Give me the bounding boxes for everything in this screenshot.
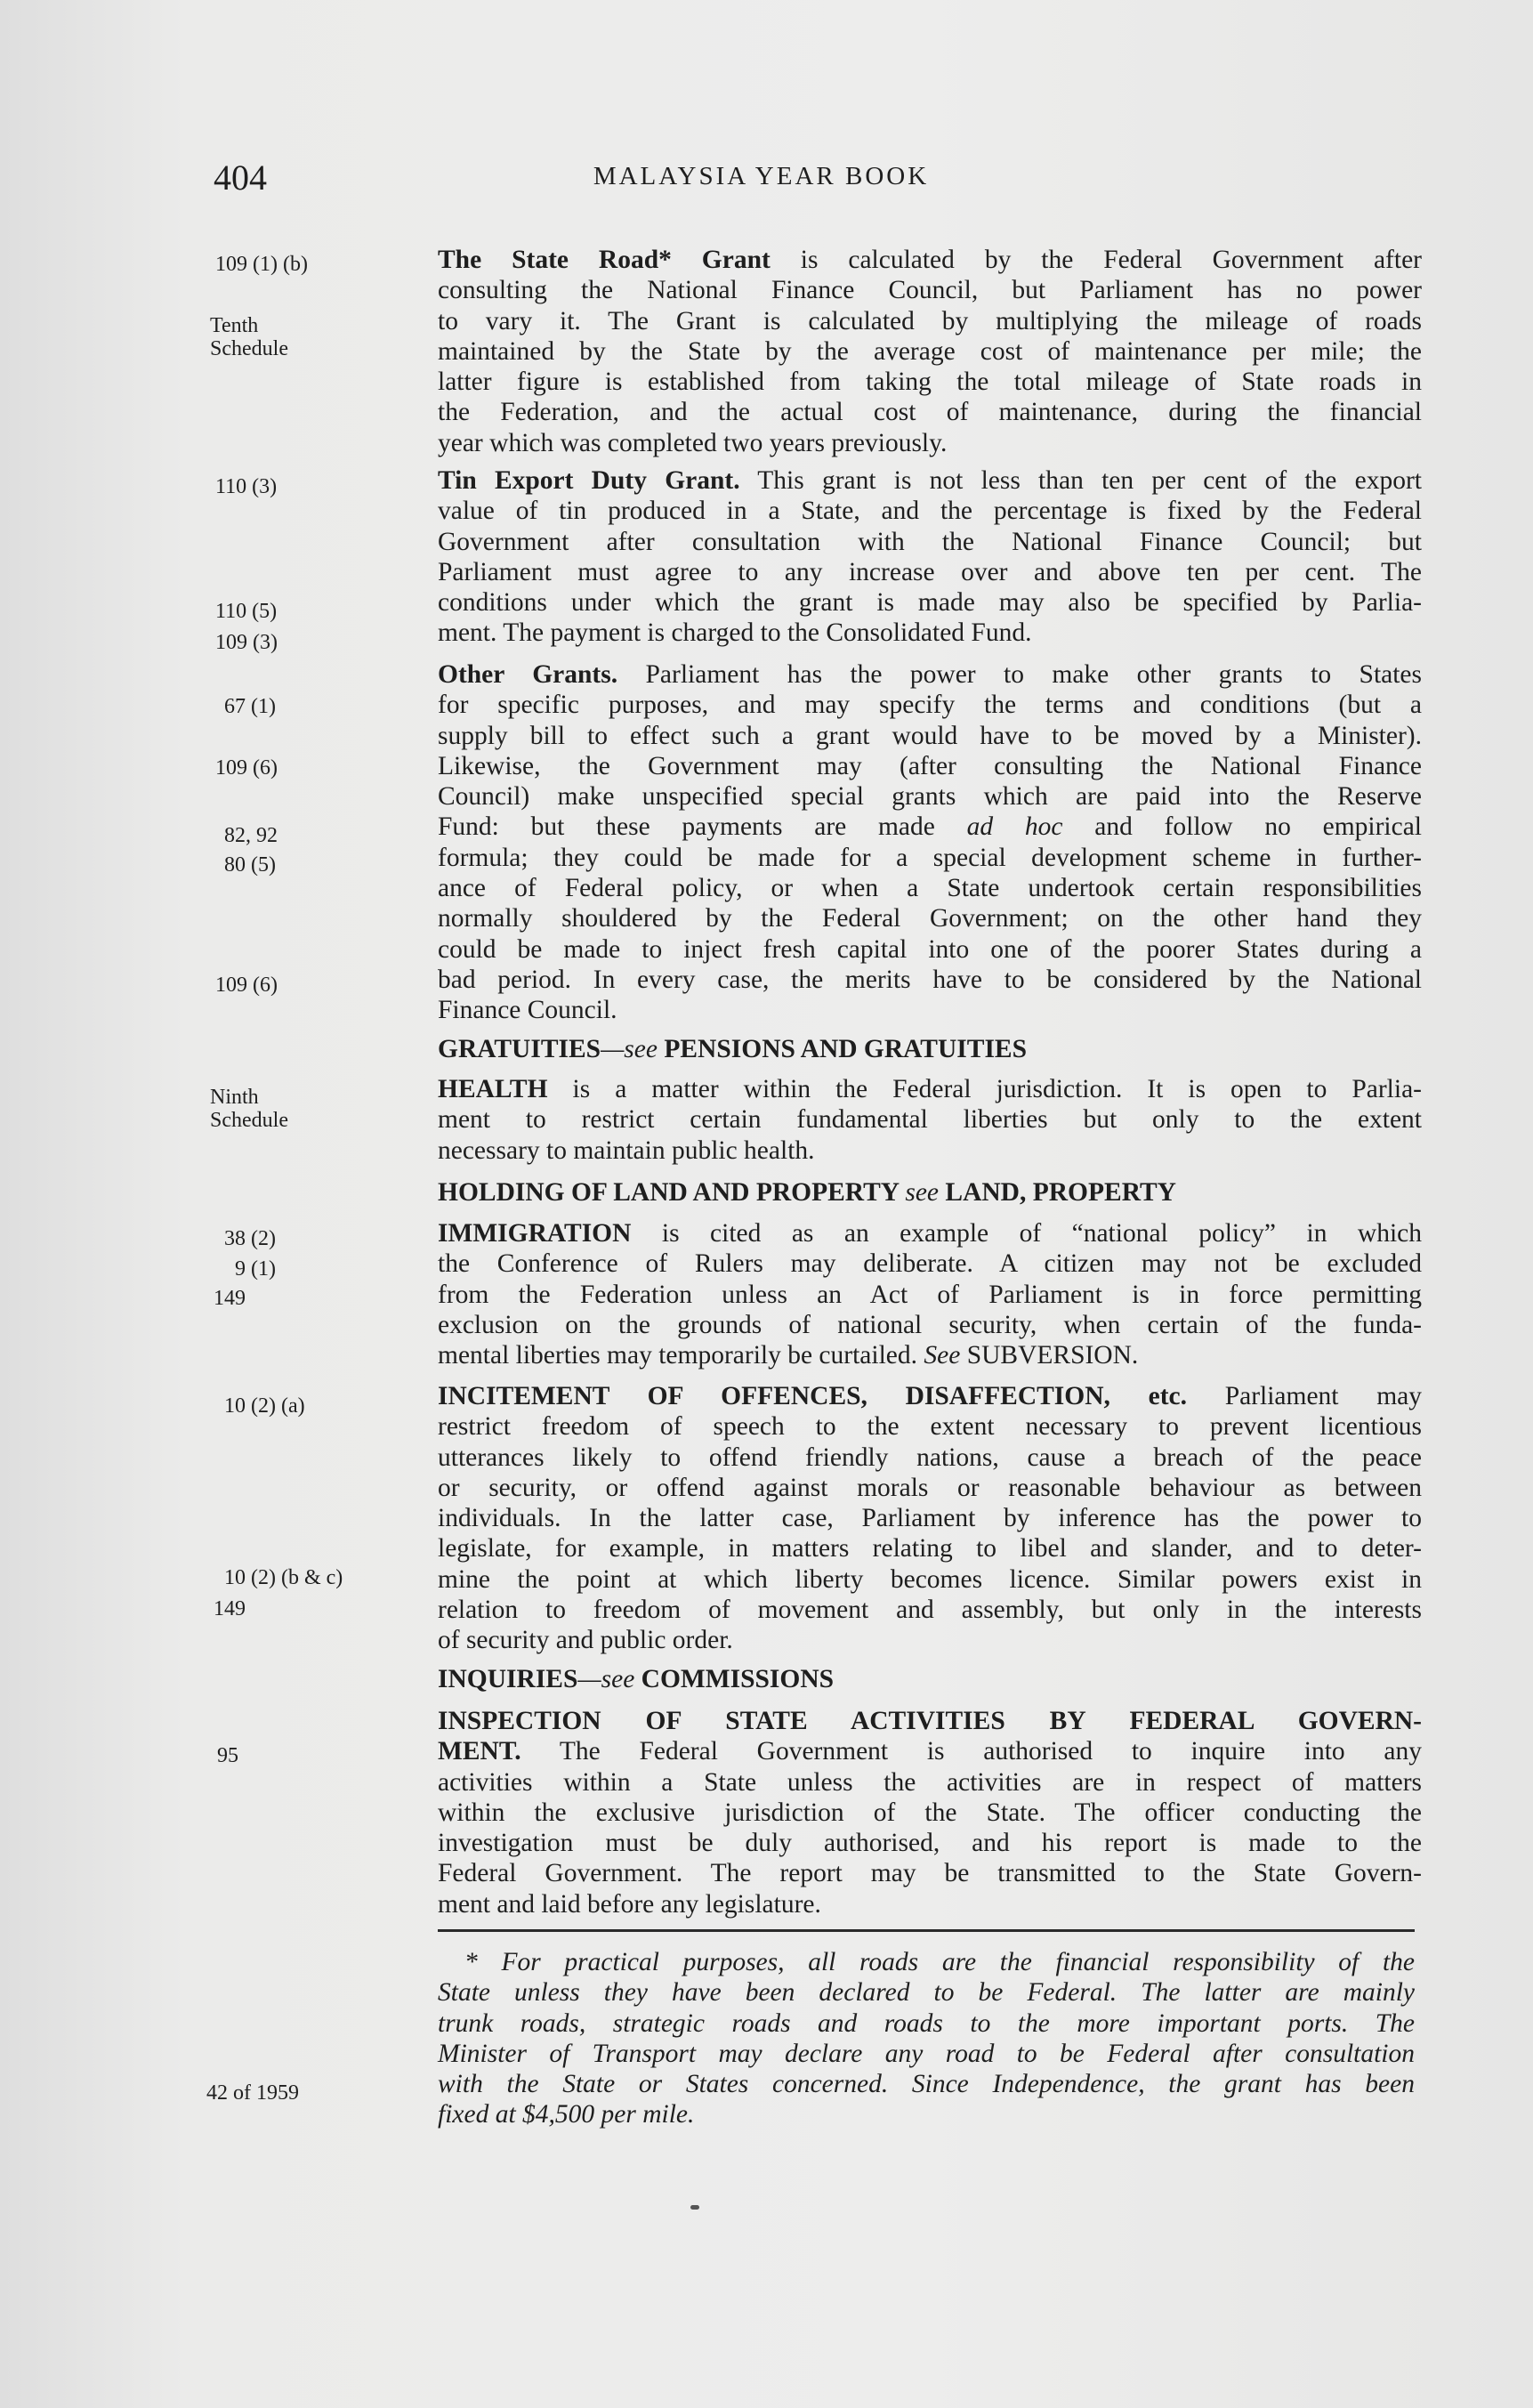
- paragraph-incitement: [438, 1381, 1422, 1656]
- text-run: Council) make unspecified special grants which are paid into the Reserve: [438, 782, 1422, 812]
- margin-note: 42 of 1959: [206, 2081, 299, 2105]
- bold-run: Tin Export Duty Grant.: [438, 466, 740, 495]
- text-line: [438, 336, 1422, 367]
- text-line: [438, 1473, 1422, 1503]
- margin-note: 109 (1) (b): [215, 253, 308, 276]
- text-line: [438, 2069, 1415, 2099]
- text-line: [438, 1977, 1415, 2008]
- text-run: Parliament has the power to make other grants to States: [617, 660, 1423, 689]
- text-line: [438, 1135, 1422, 1166]
- page-number: 404: [214, 158, 267, 198]
- text-line: [438, 721, 1422, 751]
- margin-note: 10 (2) (b & c): [224, 1566, 343, 1589]
- text-run: * For practical purposes, all roads are the financial responsibility of the: [464, 1948, 1415, 1976]
- text-run: SUBVERSION.: [960, 1341, 1139, 1370]
- text-line: [438, 751, 1422, 781]
- bold-run: MENT.: [438, 1737, 521, 1766]
- text-run: is a matter within the Federal jurisdiction. It is open to Parlia-: [547, 1075, 1422, 1103]
- text-run: formula; they could be made for a special development scheme in further-: [438, 843, 1422, 872]
- running-title: [0, 162, 1533, 191]
- text-line: [438, 587, 1422, 618]
- bold-run: GRATUITIES: [438, 1035, 601, 1063]
- text-run: individuals. In the latter case, Parliament by inference has the power to: [438, 1504, 1422, 1533]
- text-run: year which was completed two years previously.: [438, 428, 948, 457]
- text-run: or security, or offend against morals or reasonable behaviour as between: [438, 1473, 1422, 1502]
- margin-note: 67 (1): [224, 695, 276, 718]
- text-line: [438, 781, 1422, 812]
- text-run: for specific purposes, and may specify the terms and conditions (but a: [438, 691, 1422, 720]
- text-line: [438, 618, 1422, 648]
- text-run: legislate, for example, in matters relating to libel and slander, and to deter-: [438, 1534, 1422, 1564]
- text-line: [438, 1442, 1422, 1473]
- text-run: ment and laid before any legislature.: [438, 1889, 821, 1919]
- text-run: is cited as an example of “national policy” in which: [631, 1219, 1422, 1248]
- text-line: [438, 1340, 1422, 1370]
- text-line: [438, 1310, 1422, 1340]
- text-line: [438, 995, 1422, 1025]
- text-line: [438, 1625, 1422, 1655]
- paragraph-immigration: [438, 1218, 1422, 1370]
- margin-note: 110 (5): [215, 600, 278, 623]
- text-line: [438, 1533, 1422, 1564]
- text-line: [438, 275, 1422, 305]
- text-line: [438, 527, 1422, 557]
- italic-run: —see: [601, 1035, 658, 1063]
- margin-note: 109 (6): [215, 756, 278, 780]
- margin-note: 110 (3): [215, 475, 278, 498]
- text-line: [438, 873, 1422, 903]
- text-run: normally shouldered by the Federal Government; on the other hand they: [438, 904, 1422, 933]
- text-line: [438, 1104, 1422, 1135]
- text-run: ance of Federal policy, or when a State undertook certain responsibilities: [438, 874, 1422, 903]
- text-line: [438, 367, 1422, 397]
- text-line: [438, 934, 1422, 965]
- footnote-divider: [438, 1929, 1415, 1932]
- text-run: Likewise, the Government may (after consulting the National Finance: [438, 751, 1422, 780]
- text-run: exclusion on the grounds of national security, when certain of the funda-: [438, 1310, 1422, 1339]
- text-line: [438, 1798, 1422, 1828]
- text-run: utterances likely to offend friendly nations, cause a breach of the peace: [438, 1442, 1422, 1472]
- text-run: conditions under which the grant is made may also be specified by Parlia-: [438, 588, 1422, 618]
- text-line: [438, 812, 1422, 842]
- text-line: [438, 1280, 1422, 1310]
- text-run: Parliament may: [1187, 1382, 1422, 1410]
- text-line: [438, 1218, 1422, 1248]
- text-line: [438, 2099, 1415, 2129]
- text-run: activities within a State unless the activities are in respect of matters: [438, 1767, 1422, 1797]
- margin-note: 109 (3): [215, 631, 278, 654]
- margin-note: Schedule: [210, 337, 288, 360]
- text-line: [438, 1664, 1422, 1694]
- text-run: State unless they have been declared to be Federal. The latter are mainly: [438, 1978, 1415, 2008]
- margin-note: 149: [214, 1287, 246, 1310]
- text-line: [438, 428, 1422, 458]
- text-run: latter figure is established from taking the total mileage of State roads in: [438, 368, 1422, 397]
- bold-run: Other Grants.: [438, 660, 618, 689]
- margin-note: 109 (6): [215, 974, 278, 997]
- margin-note: 38 (2): [224, 1227, 276, 1250]
- bold-run: INSPECTION OF STATE ACTIVITIES BY FEDERAL GOVERN-: [438, 1707, 1422, 1735]
- text-line: [438, 1595, 1422, 1625]
- text-run: mine the point at which liberty becomes licence. Similar powers exist in: [438, 1564, 1422, 1594]
- bold-run: The State Road* Grant: [438, 246, 771, 274]
- text-run: within the exclusive jurisdiction of the State. The officer conducting the: [438, 1798, 1422, 1827]
- text-run: could be made to inject fresh capital into one of the poorer States during a: [438, 934, 1422, 964]
- italic-run: See: [924, 1341, 961, 1370]
- text-line: [438, 690, 1422, 720]
- text-run: trunk roads, strategic roads and roads to the more important ports. The: [438, 2008, 1415, 2038]
- margin-note: Tenth: [210, 314, 259, 337]
- text-line: [438, 557, 1422, 587]
- text-line: [438, 1564, 1422, 1595]
- bold-run: IMMIGRATION: [438, 1219, 632, 1248]
- text-line: [438, 659, 1422, 690]
- paragraph-health: [438, 1074, 1422, 1166]
- text-run: Federal Government. The report may be transmitted to the State Govern-: [438, 1859, 1422, 1888]
- text-line: [438, 1074, 1422, 1104]
- text-run: ment to restrict certain fundamental liberties but only to the extent: [438, 1105, 1422, 1135]
- text-run: Parliament must agree to any increase over and above ten per cent. The: [438, 557, 1422, 586]
- bold-run: LAND, PROPERTY: [939, 1178, 1176, 1207]
- text-run: from the Federation unless an Act of Parliament is in force permitting: [438, 1280, 1422, 1309]
- text-line: [438, 2008, 1415, 2039]
- margin-note: 10 (2) (a): [224, 1394, 305, 1418]
- text-run: to vary it. The Grant is calculated by multiplying the mileage of roads: [438, 306, 1422, 335]
- text-run: with the State or States concerned. Since Independence, the grant has been: [438, 2070, 1415, 2099]
- italic-run: —see: [577, 1665, 635, 1693]
- text-line: [438, 1706, 1422, 1736]
- text-run: Government after consultation with the National Finance Council; but: [438, 527, 1422, 556]
- text-run: investigation must be duly authorised, and his report is made to the: [438, 1829, 1422, 1858]
- margin-note: Ninth: [210, 1086, 259, 1109]
- text-line: [438, 1381, 1422, 1411]
- text-run: fixed at $4,500 per mile.: [438, 2100, 695, 2129]
- paragraph-other-grants: [438, 659, 1422, 1026]
- text-line: [438, 397, 1422, 427]
- margin-note: 149: [214, 1597, 246, 1620]
- text-run: relation to freedom of movement and assembly, but only in the interests: [438, 1596, 1422, 1625]
- text-line: [438, 496, 1422, 526]
- text-run: Finance Council.: [438, 996, 617, 1025]
- text-run: The Federal Government is authorised to inquire into any: [520, 1737, 1422, 1766]
- heading-inquiries: [438, 1664, 1422, 1694]
- text-line: [438, 1736, 1422, 1766]
- text-run: Fund: but these payments are made: [438, 812, 967, 842]
- italic-run: ad hoc: [966, 812, 1063, 842]
- text-line: [438, 903, 1422, 933]
- text-run: necessary to maintain public health.: [438, 1135, 815, 1165]
- ink-speck: [690, 2205, 699, 2210]
- footnote: [438, 1947, 1415, 2130]
- bold-run: INQUIRIES: [438, 1665, 578, 1693]
- text-line: [438, 2039, 1415, 2069]
- text-line: [438, 465, 1422, 496]
- text-line: [438, 1248, 1422, 1279]
- text-line: [438, 1034, 1422, 1064]
- text-run: restrict freedom of speech to the extent necessary to prevent licentious: [438, 1412, 1422, 1442]
- running-title-text: MALAYSIA YEAR BOOK: [593, 162, 930, 190]
- text-run: ment. The payment is charged to the Consolidated Fund.: [438, 618, 1032, 648]
- margin-note: 82, 92: [224, 824, 278, 847]
- text-run: supply bill to effect such a grant would have to be moved by a Minister).: [438, 721, 1422, 750]
- italic-run: see: [905, 1178, 940, 1207]
- text-run: is calculated by the Federal Government after: [770, 246, 1422, 274]
- text-run: and follow no empirical: [1062, 812, 1422, 842]
- text-line: [438, 843, 1422, 873]
- text-run: Minister of Transport may declare any road to be Federal after consultation: [438, 2039, 1415, 2068]
- bold-run: INCITEMENT OF OFFENCES, DISAFFECTION, etc.: [438, 1382, 1187, 1410]
- text-line: [438, 1828, 1422, 1858]
- text-run: consulting the National Finance Council, but Parliament has no power: [438, 276, 1422, 305]
- text-line: [438, 1889, 1422, 1919]
- heading-gratuities: [438, 1034, 1422, 1064]
- text-line: [438, 1503, 1422, 1533]
- bold-run: HOLDING OF LAND AND PROPERTY: [438, 1178, 906, 1207]
- text-line: [438, 1411, 1422, 1442]
- margin-note: 95: [217, 1744, 238, 1767]
- paragraph-tin-export-duty-grant: [438, 465, 1422, 649]
- text-run: This grant is not less than ten per cent of the export: [739, 466, 1422, 495]
- bold-run: PENSIONS AND GRATUITIES: [657, 1035, 1028, 1063]
- text-run: bad period. In every case, the merits have to be considered by the National: [438, 965, 1422, 994]
- text-line: [438, 965, 1422, 995]
- heading-holding-of-land: [438, 1177, 1422, 1208]
- text-line: [438, 245, 1422, 275]
- text-run: value of tin produced in a State, and the percentage is fixed by the Federal: [438, 497, 1422, 526]
- text-line: [438, 1947, 1415, 1977]
- margin-note: 80 (5): [224, 853, 276, 877]
- text-run: the Conference of Rulers may deliberate. A citizen may not be excluded: [438, 1249, 1422, 1279]
- text-run: of security and public order.: [438, 1626, 733, 1655]
- text-line: [438, 1177, 1422, 1208]
- text-line: [438, 306, 1422, 336]
- bold-run: COMMISSIONS: [634, 1665, 835, 1693]
- margin-note: 9 (1): [235, 1257, 276, 1281]
- text-run: maintained by the State by the average cost of maintenance per mile; the: [438, 336, 1422, 366]
- margin-note: Schedule: [210, 1109, 288, 1132]
- text-run: mental liberties may temporarily be curtailed.: [438, 1341, 924, 1370]
- paragraph-state-road-grant: [438, 245, 1422, 458]
- paragraph-inspection: [438, 1706, 1422, 1919]
- text-line: [438, 1767, 1422, 1798]
- text-run: the Federation, and the actual cost of maintenance, during the financial: [438, 398, 1422, 427]
- text-line: [438, 1858, 1422, 1888]
- bold-run: HEALTH: [438, 1075, 548, 1103]
